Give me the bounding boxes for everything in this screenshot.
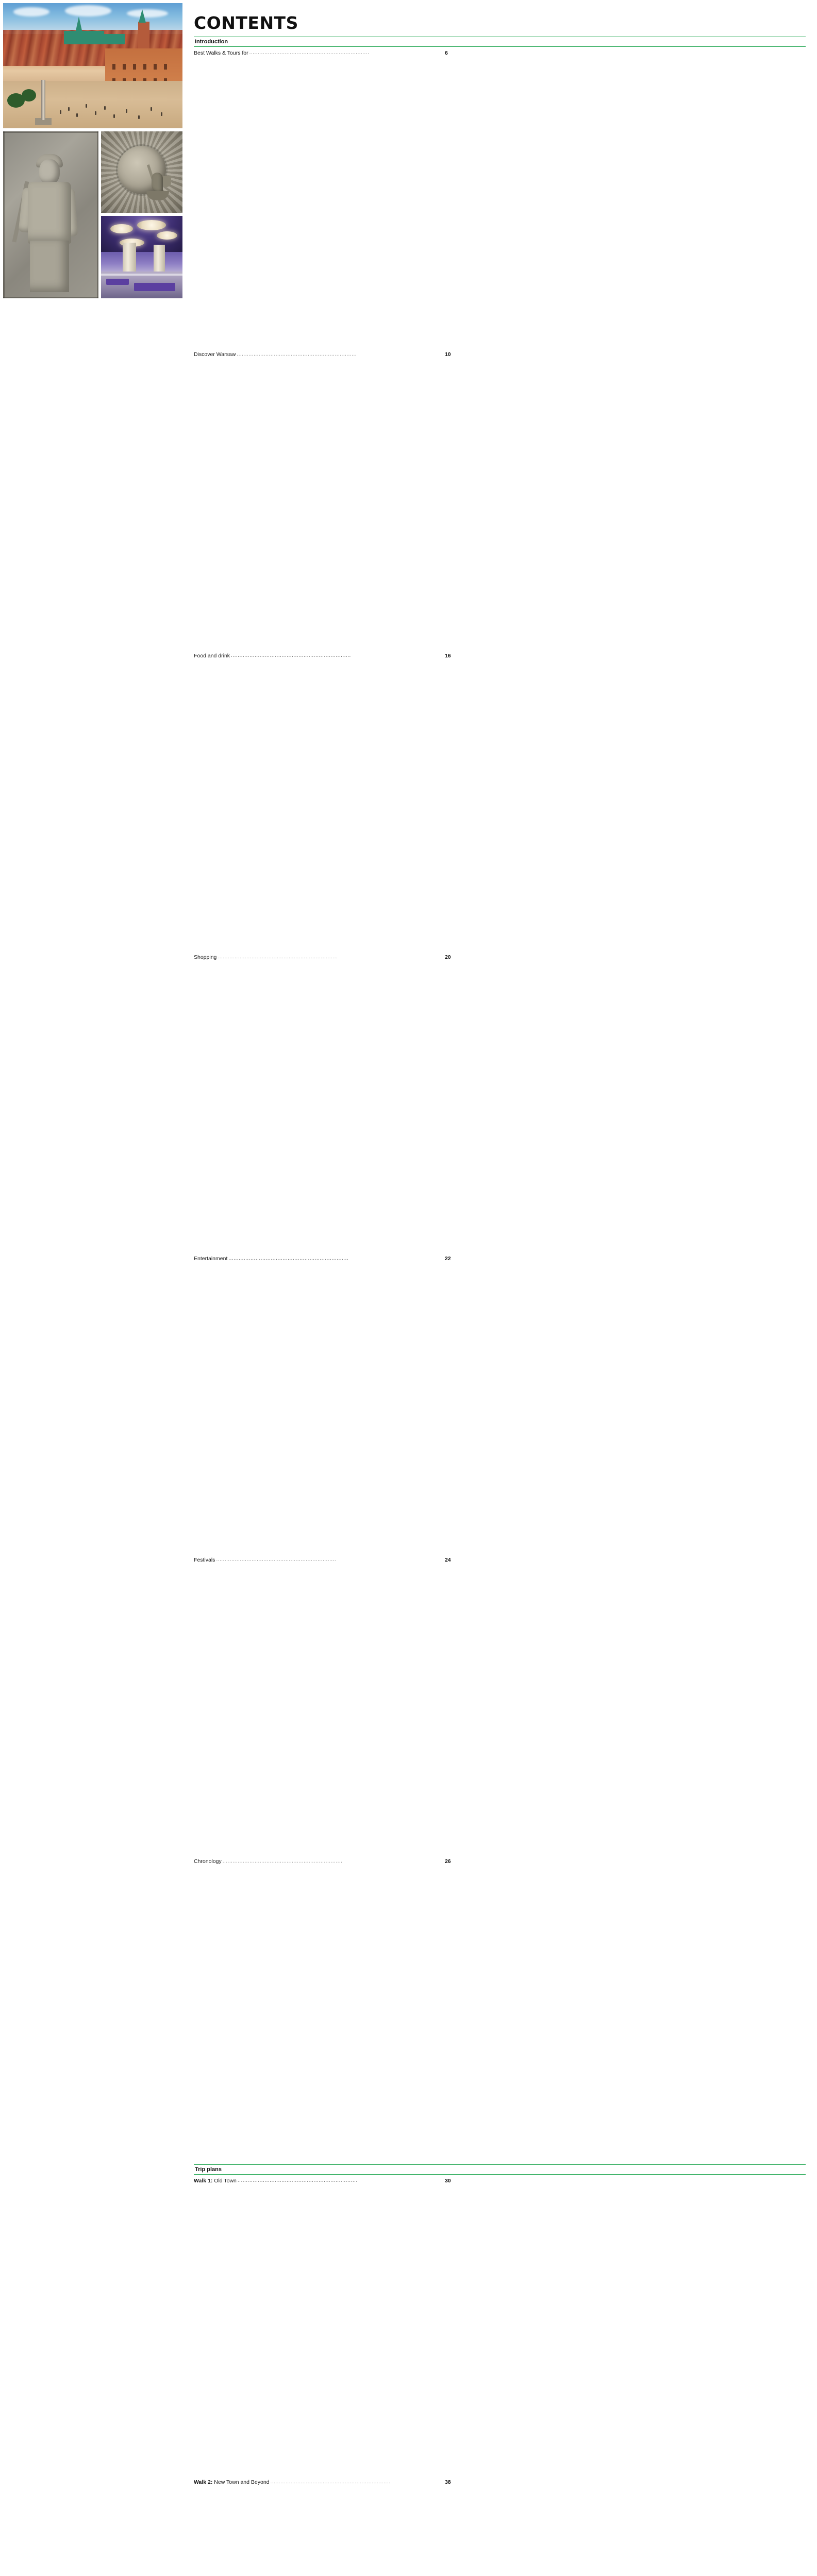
entry-prefix: Walk 1: xyxy=(194,2178,213,2184)
window xyxy=(164,64,167,70)
metro-station-interior-photo xyxy=(101,216,182,298)
entry-page: 6 xyxy=(444,50,448,56)
pedestrian xyxy=(76,113,78,117)
pedestrian xyxy=(151,107,152,111)
bench xyxy=(106,279,129,285)
figure-legs xyxy=(30,241,69,292)
entry-label: Best Walks & Tours for xyxy=(194,50,248,56)
toc-entry[interactable] xyxy=(194,2177,806,2479)
castle-square xyxy=(3,81,182,128)
toc-entry[interactable] xyxy=(194,954,806,1255)
leader-dots: ....................................................................... xyxy=(231,653,351,658)
floor-stripe xyxy=(101,274,182,276)
bench xyxy=(134,283,175,291)
pedestrian xyxy=(113,114,115,118)
entry-page: 10 xyxy=(444,351,451,358)
green-roof xyxy=(64,31,104,44)
entry-label: Entertainment xyxy=(194,1256,228,1262)
sigismund-column xyxy=(41,80,45,120)
pedestrian xyxy=(86,104,87,108)
ceiling-light xyxy=(137,220,166,230)
cloud xyxy=(13,7,49,16)
tree xyxy=(22,89,36,101)
ceiling-light xyxy=(110,224,133,233)
warsaw-mermaid-emblem-photo xyxy=(101,131,182,213)
pedestrian xyxy=(68,107,70,111)
panel-edge xyxy=(3,131,98,133)
entry-page: 22 xyxy=(444,1256,451,1262)
pedestrian xyxy=(138,115,140,119)
section-trip-plans xyxy=(194,2164,806,2576)
toc-entry[interactable] xyxy=(194,2479,806,2576)
pedestrian xyxy=(104,106,106,110)
cloud xyxy=(127,9,168,18)
toc-entry[interactable] xyxy=(194,652,806,954)
entry-label: Shopping xyxy=(194,954,217,960)
entry-label: Festivals xyxy=(194,1557,215,1563)
entry-label xyxy=(194,2177,237,2185)
toc-entry[interactable] xyxy=(194,351,806,652)
figure-torso xyxy=(28,182,71,244)
leader-dots: ....................................................................... xyxy=(222,1858,343,1864)
window xyxy=(143,64,146,70)
leader-dots: ....................................................................... xyxy=(218,954,338,960)
leader-dots: ....................................................................... xyxy=(270,2479,391,2485)
emblem-disc xyxy=(118,146,166,194)
leader-dots: ....................................................................... xyxy=(237,2178,358,2183)
section-heading: Trip plans xyxy=(194,2164,806,2175)
entry-list xyxy=(194,2177,806,2576)
leader-dots: ....................................................................... xyxy=(228,1256,349,1261)
leader-dots: ....................................................................... xyxy=(216,1557,337,1563)
pillar xyxy=(154,245,165,276)
shield xyxy=(162,176,171,187)
photo-collage xyxy=(0,0,186,301)
window xyxy=(154,64,157,70)
window xyxy=(112,64,115,70)
warsaw-old-town-square-photo xyxy=(3,3,182,128)
cloud xyxy=(65,5,111,16)
entry-page: 26 xyxy=(444,1858,451,1865)
panel-edge xyxy=(3,131,5,298)
entry-label: Discover Warsaw xyxy=(194,351,236,358)
page-title: CONTENTS xyxy=(194,13,298,33)
leader-dots: ....................................................................... xyxy=(249,50,370,56)
toc-entry[interactable] xyxy=(194,1556,806,1858)
pedestrian xyxy=(95,111,96,115)
leader-dots: ....................................................................... xyxy=(237,351,357,357)
section-heading: Introduction xyxy=(194,37,806,47)
clock-tower xyxy=(138,22,149,53)
window xyxy=(123,64,126,70)
mermaid-body xyxy=(152,173,163,193)
entry-page: 24 xyxy=(444,1557,451,1563)
church-spire xyxy=(75,16,82,33)
window xyxy=(133,64,136,70)
figure-head xyxy=(39,159,60,184)
toc-entry[interactable] xyxy=(194,1255,806,1556)
entry-page: 38 xyxy=(444,2479,451,2485)
tower-spire xyxy=(139,9,146,23)
entry-page: 30 xyxy=(444,2178,451,2184)
entry-prefix: Walk 2: xyxy=(194,2479,213,2485)
entry-text: Old Town xyxy=(214,2178,237,2184)
green-roof xyxy=(104,34,125,44)
panel-edge xyxy=(3,297,98,298)
ceiling-light xyxy=(157,231,177,240)
contents-column xyxy=(186,0,817,2485)
panel-edge xyxy=(97,131,98,298)
entry-text: New Town and Beyond xyxy=(214,2479,270,2485)
entry-page: 16 xyxy=(444,653,451,659)
entry-label xyxy=(194,2479,270,2486)
entry-label: Food and drink xyxy=(194,653,230,659)
pedestrian xyxy=(126,109,127,113)
pedestrian xyxy=(161,112,162,116)
toc-entry[interactable] xyxy=(194,1858,806,2159)
entry-list xyxy=(194,49,806,2161)
pedestrian xyxy=(60,110,61,114)
entry-label: Chronology xyxy=(194,1858,222,1865)
toc-entry[interactable] xyxy=(194,49,806,351)
entry-page: 20 xyxy=(444,954,451,960)
section-introduction xyxy=(194,37,806,2161)
stone-relief-worker-photo xyxy=(3,131,98,298)
